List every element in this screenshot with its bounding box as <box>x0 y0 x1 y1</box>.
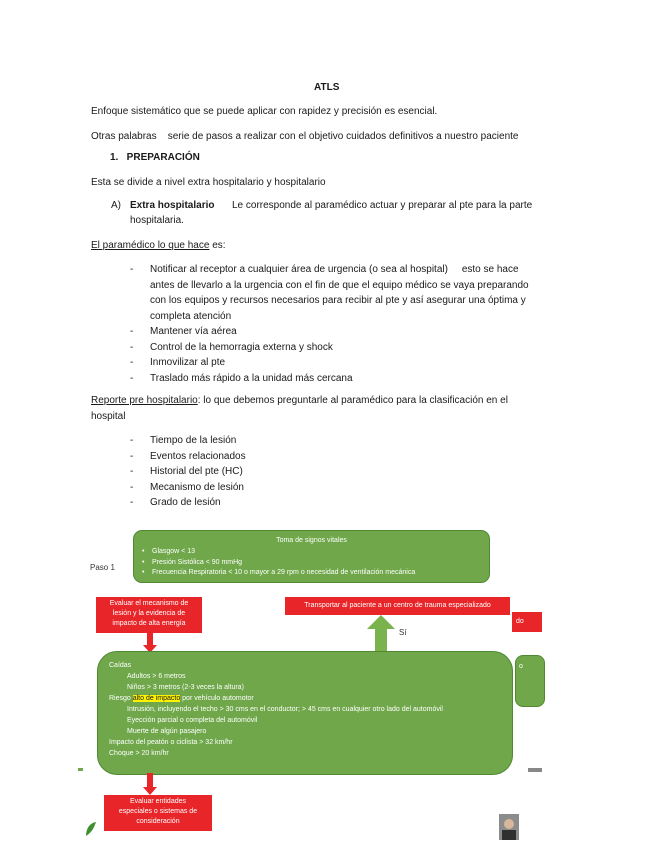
caidas-label: Caídas <box>109 662 132 669</box>
down-arrow-icon <box>143 773 157 795</box>
bullet-icon: • <box>142 569 145 576</box>
doc-title: ATLS <box>314 82 340 93</box>
list-item: Eventos relacionados <box>150 450 246 462</box>
mechanism-line: impacto de alta energía <box>112 620 186 627</box>
list-item: Mecanismo de lesión <box>150 481 244 493</box>
dash: - <box>130 450 134 462</box>
profile-photo <box>499 814 519 840</box>
special-line: consideración <box>136 818 180 825</box>
list-item-cont: antes de llevarlo a la urgencia con el fin de que el equipo médico se vaya preparando <box>150 279 529 291</box>
vital-signs-box <box>133 530 490 583</box>
reporte-underlined: Reporte pre hospitalario <box>91 395 198 406</box>
adultos-item: Adultos > 6 metros <box>127 673 186 680</box>
dash: - <box>130 357 134 368</box>
choque-item: Choque > 20 km/hr <box>109 750 169 757</box>
section-preparacion: 1. PREPARACIÓN <box>110 152 200 163</box>
vital-item: Frecuencia Respiratoria < 10 o mayor a 29 rpm o necesidad de ventilación mecánica <box>152 569 416 576</box>
mechanism-line: Evaluar el mecanismo de <box>109 600 189 607</box>
special-line: Evaluar entidades <box>129 798 187 805</box>
intrusion-item: Intrusión, incluyendo el techo > 30 cms en el conductor; > 45 cms en cualquier otro lado del automóvil <box>127 706 443 713</box>
down-arrow-icon <box>143 633 157 653</box>
transport-text: Transportar al paciente a un centro de trauma especializado <box>304 602 491 609</box>
special-entities-box <box>104 795 212 831</box>
extra-letter: A) <box>111 200 121 211</box>
paramedico-underlined: El paramédico lo que hace <box>91 240 210 251</box>
ninos-item: Niños > 3 metros (2-3 veces la altura) <box>127 684 244 691</box>
bullet-icon: • <box>142 558 145 566</box>
riesgo-highlight: alto de impacto <box>132 695 181 702</box>
list-item: Traslado más rápido a la unidad más cercana <box>150 372 353 384</box>
decor-mark <box>528 768 542 772</box>
riesgo-pre: Riesgo <box>109 695 133 702</box>
paramedico-heading <box>91 238 226 253</box>
list-item-cont: con los equipos y recursos necesarios para recibir al pte y así asegurar una óptima y <box>150 295 526 306</box>
up-arrow-icon <box>366 614 396 654</box>
riesgo-post: por vehículo automotor <box>180 695 254 702</box>
dash: - <box>130 341 134 353</box>
extra-text-2: hospitalaria. <box>130 215 184 226</box>
list-item: Tiempo de la lesión <box>150 435 237 446</box>
list-item: Notificar al receptor a cualquier área de urgencia (o sea al hospital) esto se hace <box>150 264 519 275</box>
list-item: Historial del pte (HC) <box>150 466 243 477</box>
list-item: Grado de lesión <box>150 497 221 508</box>
partial-text: do <box>516 618 524 625</box>
list-item: Control de la hemorragia externa y shock <box>150 341 333 353</box>
list-item-cont: completa atención <box>150 310 232 322</box>
dash: - <box>130 372 134 384</box>
list-item: Inmovilizar al pte <box>150 357 226 368</box>
mechanism-box <box>97 651 513 775</box>
partial-text: o <box>519 663 523 670</box>
intro-text: Enfoque sistemático que se puede aplicar con rapidez y precisión es esencial. <box>91 106 438 117</box>
mechanism-line: lesión y la evidencia de <box>112 610 186 617</box>
decor-mark <box>78 768 83 771</box>
list-item: Mantener vía aérea <box>150 326 237 337</box>
partial-red-box <box>512 612 542 632</box>
dash: - <box>130 435 134 446</box>
peaton-item: Impacto del peatón o ciclista > 32 km/hr <box>109 739 233 746</box>
reporte-rest-2: hospital <box>91 411 126 422</box>
vital-signs-title: Toma de signos vitales <box>276 537 347 544</box>
divide-text: Esta se divide a nivel extra hospitalario y hospitalario <box>91 177 326 188</box>
muerte-item: Muerte de algún pasajero <box>127 728 207 735</box>
extra-text-1: Le corresponde al paramédico actuar y preparar al pte para la parte <box>232 200 533 211</box>
otras-text: Otras palabras serie de pasos a realizar con el objetivo cuidados definitivos a nuestro paciente <box>91 131 519 142</box>
si-label: Sí <box>399 628 407 637</box>
evaluate-mechanism-box <box>96 597 202 633</box>
reporte-heading <box>91 393 508 408</box>
dash: - <box>130 481 134 493</box>
vital-item: Glasgow < 13 <box>152 548 195 555</box>
extra-label: Extra hospitalario <box>130 200 215 211</box>
special-line: especiales o sistemas de <box>118 808 198 815</box>
dash: - <box>130 497 134 508</box>
leaf-icon <box>84 820 98 838</box>
dash: - <box>130 264 134 275</box>
partial-green-box <box>515 655 545 707</box>
transport-box <box>285 597 510 615</box>
paso-label: Paso 1 <box>90 563 115 572</box>
vital-item: Presión Sistólica < 90 mmHg <box>152 558 243 566</box>
riesgo-line <box>109 694 254 705</box>
reporte-rest: : lo que debemos preguntarle al paramédico para la clasificación en el <box>197 395 508 406</box>
eyeccion-item: Eyección parcial o completa del automóvil <box>127 717 258 724</box>
bullet-icon: • <box>142 548 145 555</box>
dash: - <box>130 466 134 477</box>
paramedico-rest: es: <box>209 240 226 251</box>
dash: - <box>130 326 134 337</box>
